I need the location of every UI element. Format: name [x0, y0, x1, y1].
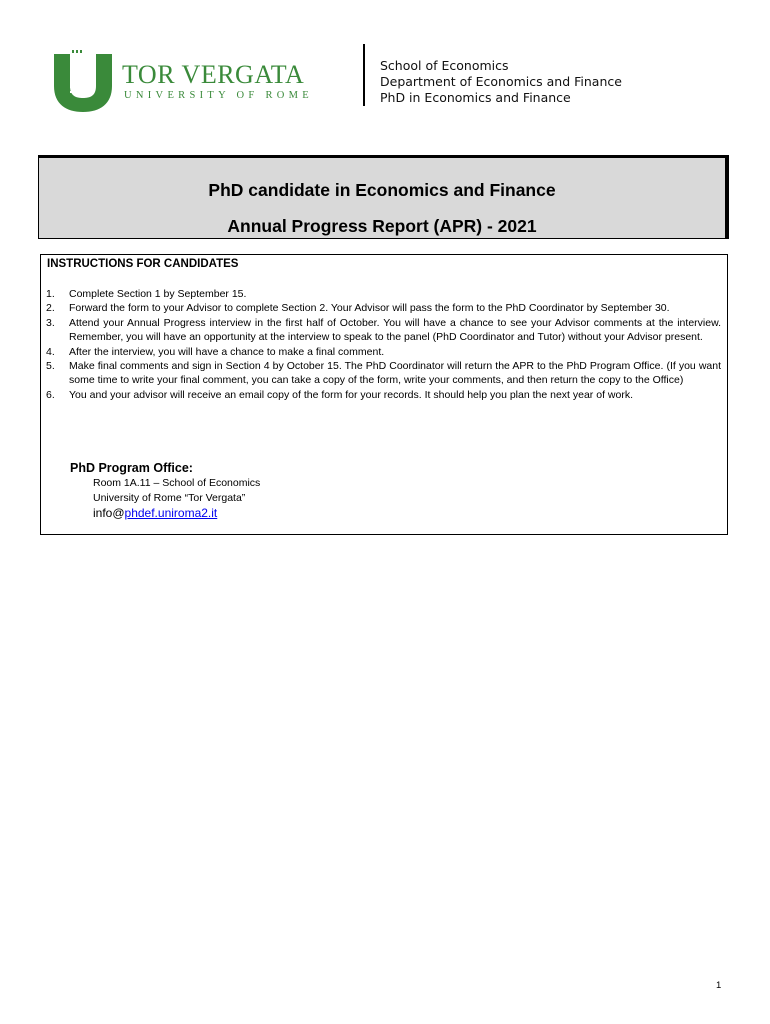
email-prefix: info@: [93, 506, 125, 520]
office-heading: PhD Program Office:: [70, 461, 193, 475]
list-item: [41, 316, 727, 345]
list-item: [41, 287, 727, 301]
instructions-heading: INSTRUCTIONS FOR CANDIDATES: [47, 258, 239, 270]
list-item-number: 2.: [46, 302, 55, 315]
email-link[interactable]: phdef.uniroma2.it: [124, 506, 218, 520]
list-item: [41, 345, 727, 359]
office-email: [93, 506, 217, 520]
list-item-number: 6.: [46, 388, 55, 401]
school-info: [380, 58, 622, 106]
tor-vergata-logo-icon: [52, 50, 114, 112]
office-room: Room 1A.11 – School of Economics: [93, 477, 261, 489]
instructions-box: [40, 254, 728, 535]
school-name: School of Economics: [380, 58, 509, 73]
document-title-box: [38, 155, 729, 239]
instructions-list: [41, 287, 727, 402]
list-item-text: Complete Section 1 by September 15.: [69, 288, 247, 300]
list-item-text: Make final comments and sign in Section 4 by October 15. The PhD Coordinator will return the APR to the PhD Program Office. (If you want some time to write your final comment, you can take a copy of the form, write your comments, and then return the copy to the Office): [69, 360, 721, 387]
list-item-number: 5.: [46, 360, 55, 373]
list-item-text: Attend your Annual Progress interview in the first half of October. You will have a chance to see your Advisor comments at the interview. Remember, you will have an opportunity at the interview to speak to the panel (PhD Coordinator and Tutor) without your Advisor present.: [69, 316, 721, 344]
list-item: [41, 301, 727, 315]
list-item: [41, 388, 727, 402]
list-item-text: After the interview, you will have a chance to make a final comment.: [69, 345, 385, 358]
office-university: University of Rome “Tor Vergata”: [93, 492, 246, 504]
page-number: 1: [716, 980, 722, 991]
program-name: PhD in Economics and Finance: [380, 90, 571, 105]
list-item-number: 3.: [46, 316, 55, 329]
list-item-number: 1.: [46, 288, 55, 300]
header-divider: [363, 44, 365, 106]
department-name: Department of Economics and Finance: [380, 74, 622, 89]
list-item-text: Forward the form to your Advisor to complete Section 2. Your Advisor will pass the form to the PhD Coordinator by September 30.: [69, 302, 670, 315]
list-item-text: You and your advisor will receive an email copy of the form for your records. It should help you plan the next year of work.: [69, 388, 633, 401]
document-title: PhD candidate in Economics and Finance: [208, 180, 556, 200]
logo-university-subtitle: UNIVERSITY OF ROME: [124, 90, 314, 101]
university-logo: [52, 50, 332, 114]
logo-university-name: TOR VERGATA: [122, 60, 305, 89]
list-item-number: 4.: [46, 345, 55, 358]
document-subtitle: Annual Progress Report (APR) - 2021: [227, 216, 537, 236]
list-item: [41, 359, 727, 388]
